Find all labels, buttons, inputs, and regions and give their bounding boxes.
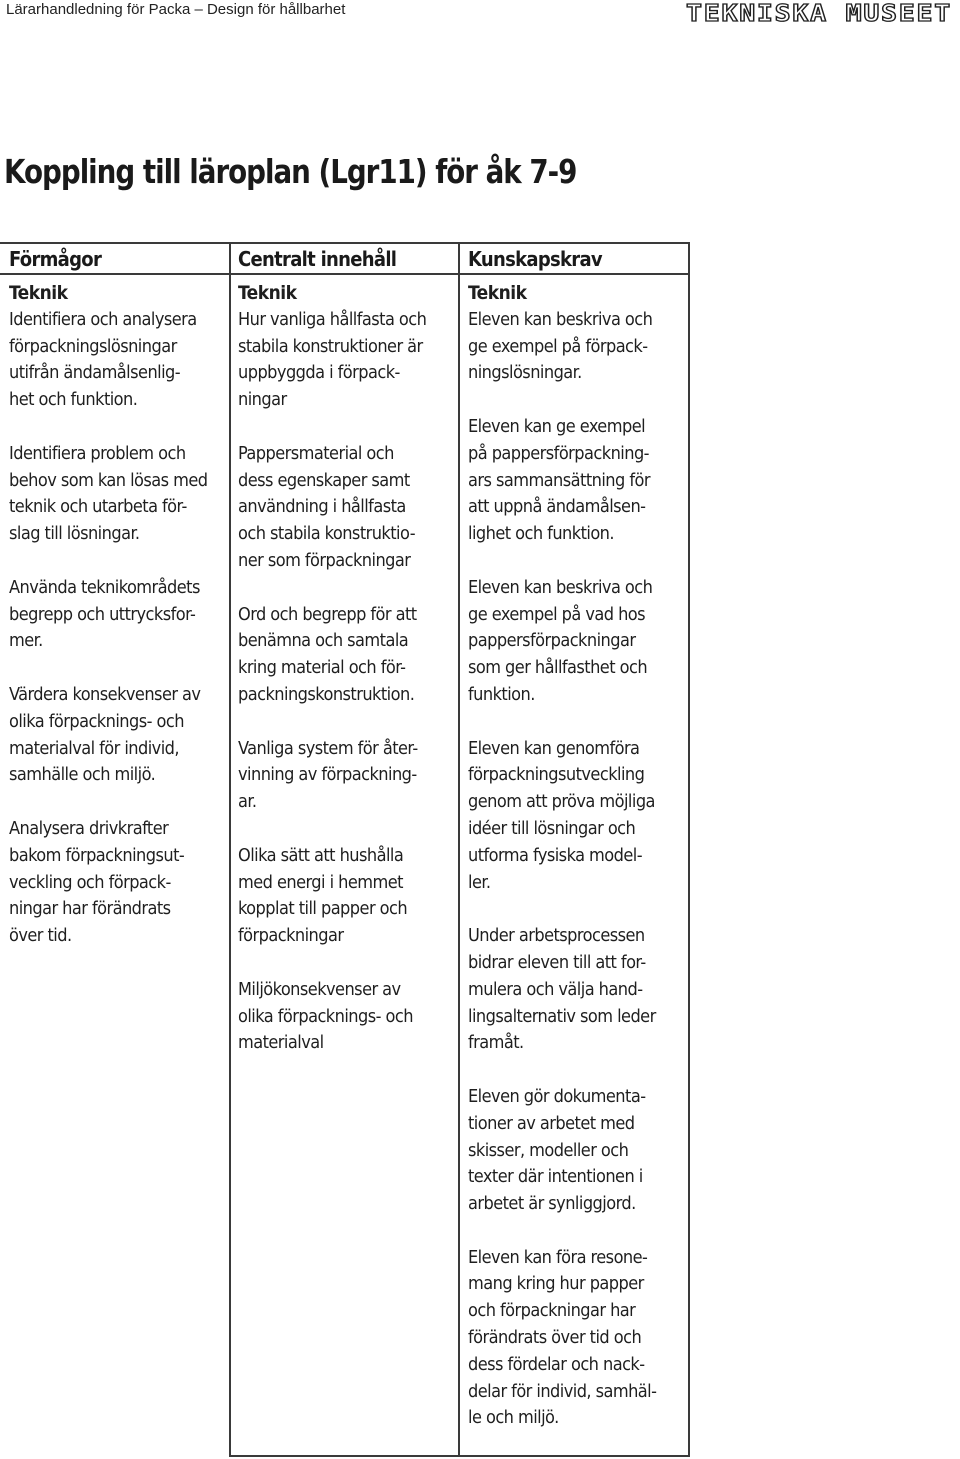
table-paragraph: Vanliga system för åter- vinning av förpackning- ar. xyxy=(238,737,418,813)
column-kunskapskrav xyxy=(468,280,684,1432)
column-centralt-innehall xyxy=(238,280,454,1057)
table-paragraph: Värdera konsekvenser av olika förpacknings- och materialval för individ, samhälle och miljö. xyxy=(9,683,201,786)
table-paragraph: Eleven kan genomföra förpackningsutveckling genom att pröva möjliga idéer till lösningar och utforma fysiska model- ler. xyxy=(468,737,655,893)
column-subheading: Teknik xyxy=(9,282,68,304)
table-paragraph: Ord och begrepp för att benämna och samtala kring material och för- packningskonstruktion. xyxy=(238,603,417,705)
tekniska-museet-logo xyxy=(686,2,956,24)
table-paragraph: Eleven kan beskriva och ge exempel på förpack- ningslösningar. xyxy=(468,308,653,384)
table-paragraph: Eleven kan ge exempel på pappersförpackning- ars sammansättning för att uppnå ändamålsen- lighet och funktion. xyxy=(468,415,650,545)
table-paragraph: Analysera drivkrafter bakom förpackningsut- veckling och förpack- ningar har förändrats över tid. xyxy=(9,817,185,947)
table-paragraph: Eleven kan beskriva och ge exempel på vad hos pappersförpackningar som ger hållfasthet och funktion. xyxy=(468,576,653,705)
table-paragraph: Olika sätt att hushålla med energi i hemmet kopplat till papper och förpackningar xyxy=(238,844,408,947)
table-paragraph: Under arbetsprocessen bidrar eleven till att for- mulera och välja hand- lingsalternativ som leder framåt. xyxy=(468,925,656,1054)
curriculum-table xyxy=(0,242,690,1457)
page-title: Koppling till läroplan (Lgr11) för åk 7-9 xyxy=(4,152,577,191)
table-top-border xyxy=(0,242,690,244)
column-header-centralt-innehall: Centralt innehåll xyxy=(238,247,397,271)
column-subheading: Teknik xyxy=(468,282,527,304)
table-right-border xyxy=(688,242,690,1457)
table-paragraph: Pappersmaterial och dess egenskaper samt användning i hållfasta och stabila konstruktio- ner som förpackningar xyxy=(238,442,415,571)
column-formagor xyxy=(9,280,225,950)
document-header: Lärarhandledning för Packa – Design för hållbarhet xyxy=(6,1,346,18)
column-header-kunskapskrav: Kunskapskrav xyxy=(468,247,602,271)
table-bottom-border xyxy=(229,1455,690,1457)
table-paragraph: Eleven gör dokumenta- tioner av arbetet med skisser, modeller och texter där intentionen i arbetet är synliggjord. xyxy=(468,1085,646,1215)
header-row-divider xyxy=(0,273,690,275)
column-header-formagor: Förmågor xyxy=(9,247,102,271)
column-divider-1 xyxy=(229,242,231,1457)
table-paragraph: Identifiera problem och behov som kan lösas med teknik och utarbeta för- slag till lösningar. xyxy=(9,442,208,545)
column-subheading: Teknik xyxy=(238,282,297,304)
table-paragraph: Eleven kan föra resone- mang kring hur papper och förpackningar har förändrats över tid och dess fördelar och nack- delar för individ, samhäl- le och miljö. xyxy=(468,1246,657,1429)
table-paragraph: Identifiera och analysera förpackningslösningar utifrån ändamålsenlig- het och funktion. xyxy=(9,308,197,411)
table-paragraph: Använda teknikområdets begrepp och uttrycksfor- mer. xyxy=(9,576,200,652)
column-divider-2 xyxy=(458,242,460,1457)
svg-text:TEKNISKA MUSEET: TEKNISKA MUSEET xyxy=(686,2,952,24)
table-paragraph: Miljökonsekvenser av olika förpacknings- och materialval xyxy=(238,978,413,1054)
table-paragraph: Hur vanliga hållfasta och stabila konstruktioner är uppbyggda i förpack- ningar xyxy=(238,308,427,411)
